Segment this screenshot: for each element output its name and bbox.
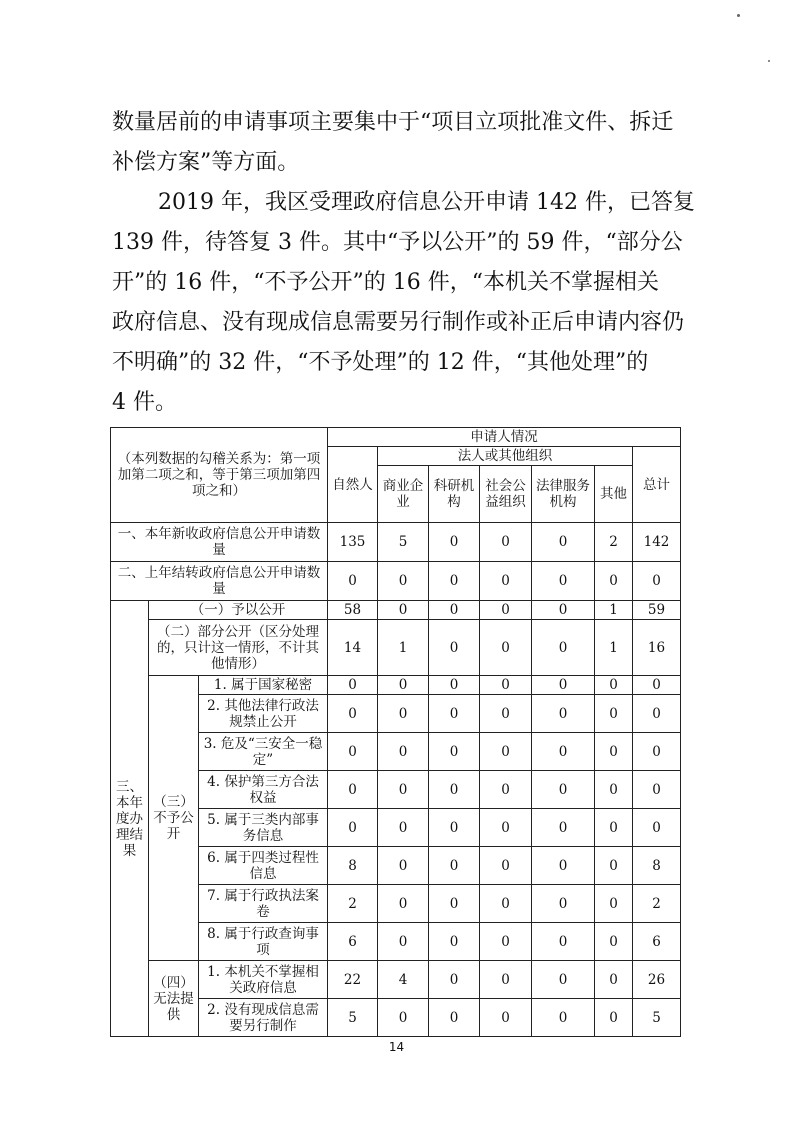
cell: 0 xyxy=(429,809,480,847)
row-label: （一）予以公开 xyxy=(149,601,328,620)
cell: 0 xyxy=(328,733,378,771)
table-row xyxy=(111,961,681,999)
cell: 0 xyxy=(633,562,681,601)
cell: 0 xyxy=(378,676,429,695)
col-header-business: 商业企业 xyxy=(378,466,429,523)
legal-entity-header: 法人或其他组织 xyxy=(378,447,633,466)
cell: 0 xyxy=(532,961,595,999)
cell: 0 xyxy=(595,885,633,923)
col-header-research: 科研机构 xyxy=(429,466,480,523)
cell: 5 xyxy=(378,523,429,562)
cell: 0 xyxy=(532,620,595,676)
cell: 0 xyxy=(532,676,595,695)
cell: 0 xyxy=(429,733,480,771)
table-row xyxy=(111,523,681,562)
cell: 0 xyxy=(595,695,633,733)
cell: 16 xyxy=(633,620,681,676)
cell: 0 xyxy=(429,620,480,676)
cell: 0 xyxy=(532,523,595,562)
cell: 0 xyxy=(429,523,480,562)
table-row xyxy=(111,601,681,620)
cell: 6 xyxy=(633,923,681,961)
cell: 0 xyxy=(480,562,532,601)
cell: 0 xyxy=(429,601,480,620)
paragraph-line: 政府信息、没有现成信息需要另行制作或补正后申请内容仍 xyxy=(112,310,685,335)
cell: 0 xyxy=(480,961,532,999)
cell: 0 xyxy=(532,771,595,809)
row-label: 7. 属于行政执法案卷 xyxy=(199,885,328,923)
cell: 2 xyxy=(328,885,378,923)
cell: 0 xyxy=(429,847,480,885)
cell: 6 xyxy=(328,923,378,961)
row-label: 一、本年新收政府信息公开申请数量 xyxy=(111,523,328,562)
cell: 0 xyxy=(378,601,429,620)
row-label: 4. 保护第三方合法权益 xyxy=(199,771,328,809)
cell: 0 xyxy=(480,923,532,961)
cell: 0 xyxy=(595,771,633,809)
cell: 0 xyxy=(532,999,595,1037)
cell: 0 xyxy=(532,923,595,961)
cell: 0 xyxy=(480,733,532,771)
cell: 0 xyxy=(532,695,595,733)
row-label: 1. 属于国家秘密 xyxy=(199,676,328,695)
cell: 0 xyxy=(595,733,633,771)
paragraph-line: 补偿方案”等方面。 xyxy=(112,150,300,175)
group-label-cannot-provide: （四）无法提供 xyxy=(149,961,199,1037)
cell: 14 xyxy=(328,620,378,676)
cell: 142 xyxy=(633,523,681,562)
cell: 135 xyxy=(328,523,378,562)
row-label: （二）部分公开（区分处理的，只计这一情形，不计其他情形） xyxy=(149,620,328,676)
cell: 0 xyxy=(480,676,532,695)
col-header-total: 总计 xyxy=(633,447,681,523)
row-label: 6. 属于四类过程性信息 xyxy=(199,847,328,885)
cell: 2 xyxy=(595,523,633,562)
paragraph-2 xyxy=(112,183,695,423)
cell: 0 xyxy=(429,999,480,1037)
row-label: 2. 其他法律行政法规禁止公开 xyxy=(199,695,328,733)
cell: 0 xyxy=(633,771,681,809)
paragraph-line: 开”的 16 件，“不予公开”的 16 件，“本机关不掌握相关 xyxy=(112,270,659,295)
cell: 0 xyxy=(595,562,633,601)
cell: 8 xyxy=(328,847,378,885)
table-row xyxy=(111,620,681,676)
cell: 0 xyxy=(595,809,633,847)
cell: 0 xyxy=(429,562,480,601)
cell: 0 xyxy=(480,885,532,923)
cell: 0 xyxy=(595,961,633,999)
cell: 0 xyxy=(595,676,633,695)
paragraph-line: 数量居前的申请事项主要集中于“项目立项批准文件、拆迁 xyxy=(112,110,674,135)
group-label-results: 三、本年度办理结果 xyxy=(111,601,149,1037)
cell: 0 xyxy=(633,809,681,847)
cell: 0 xyxy=(480,847,532,885)
col-header-other: 其他 xyxy=(595,466,633,523)
cell: 1 xyxy=(595,620,633,676)
cell: 0 xyxy=(378,771,429,809)
cell: 0 xyxy=(328,771,378,809)
cell: 0 xyxy=(532,601,595,620)
cell: 0 xyxy=(429,885,480,923)
paragraph-line: 4 件。 xyxy=(112,390,177,415)
cell: 58 xyxy=(328,601,378,620)
cell: 0 xyxy=(429,771,480,809)
col-header-natural-person: 自然人 xyxy=(328,447,378,523)
cell: 0 xyxy=(378,847,429,885)
scan-speck xyxy=(768,60,770,62)
cell: 0 xyxy=(480,771,532,809)
paragraph-1 xyxy=(112,103,692,183)
row-label: 5. 属于三类内部事务信息 xyxy=(199,809,328,847)
cell: 0 xyxy=(480,999,532,1037)
cell: 0 xyxy=(480,620,532,676)
cell: 0 xyxy=(328,562,378,601)
cell: 2 xyxy=(633,885,681,923)
cell: 8 xyxy=(633,847,681,885)
paragraph-line: 2019 年，我区受理政府信息公开申请 142 件，已答复 xyxy=(158,190,695,215)
cell: 0 xyxy=(378,695,429,733)
cell: 0 xyxy=(429,923,480,961)
page-number: 14 xyxy=(388,1040,405,1054)
cell: 0 xyxy=(633,733,681,771)
row-label: 8. 属于行政查询事项 xyxy=(199,923,328,961)
cell: 5 xyxy=(633,999,681,1037)
cell: 0 xyxy=(378,999,429,1037)
group-label-not-disclosed: （三）不予公开 xyxy=(149,676,199,961)
row-label: 3. 危及“三安全一稳定” xyxy=(199,733,328,771)
applicant-header: 申请人情况 xyxy=(328,428,681,447)
cell: 0 xyxy=(429,676,480,695)
cell: 59 xyxy=(633,601,681,620)
cell: 0 xyxy=(328,809,378,847)
cell: 0 xyxy=(633,695,681,733)
row-label: 二、上年结转政府信息公开申请数量 xyxy=(111,562,328,601)
cell: 0 xyxy=(532,809,595,847)
cell: 22 xyxy=(328,961,378,999)
row-label: 1. 本机关不掌握相关政府信息 xyxy=(199,961,328,999)
cell: 0 xyxy=(480,695,532,733)
table-row xyxy=(111,562,681,601)
row-label: 2. 没有现成信息需要另行制作 xyxy=(199,999,328,1037)
scan-speck xyxy=(737,14,740,17)
cell: 0 xyxy=(429,695,480,733)
cell: 0 xyxy=(429,961,480,999)
cell: 1 xyxy=(595,601,633,620)
cell: 0 xyxy=(532,885,595,923)
paragraph-line: 139 件，待答复 3 件。其中“予以公开”的 59 件，“部分公 xyxy=(112,230,683,255)
table-row xyxy=(111,676,681,695)
cell: 0 xyxy=(532,847,595,885)
cell: 0 xyxy=(480,601,532,620)
cell: 0 xyxy=(532,562,595,601)
cell: 0 xyxy=(595,999,633,1037)
cell: 0 xyxy=(378,885,429,923)
cell: 0 xyxy=(480,809,532,847)
cell: 4 xyxy=(378,961,429,999)
table-note: （本列数据的勾稽关系为：第一项加第二项之和，等于第三项加第四项之和） xyxy=(111,428,328,523)
cell: 1 xyxy=(378,620,429,676)
cell: 0 xyxy=(378,562,429,601)
cell: 0 xyxy=(328,676,378,695)
cell: 0 xyxy=(532,733,595,771)
cell: 0 xyxy=(480,523,532,562)
cell: 0 xyxy=(633,676,681,695)
cell: 0 xyxy=(378,923,429,961)
disclosure-statistics-table xyxy=(110,427,681,1037)
cell: 0 xyxy=(328,695,378,733)
cell: 0 xyxy=(378,809,429,847)
paragraph-line: 不明确”的 32 件，“不予处理”的 12 件，“其他处理”的 xyxy=(112,350,649,375)
col-header-legal-service: 法律服务机构 xyxy=(532,466,595,523)
cell: 0 xyxy=(595,923,633,961)
cell: 0 xyxy=(595,847,633,885)
col-header-social: 社会公益组织 xyxy=(480,466,532,523)
cell: 0 xyxy=(378,733,429,771)
cell: 5 xyxy=(328,999,378,1037)
cell: 26 xyxy=(633,961,681,999)
